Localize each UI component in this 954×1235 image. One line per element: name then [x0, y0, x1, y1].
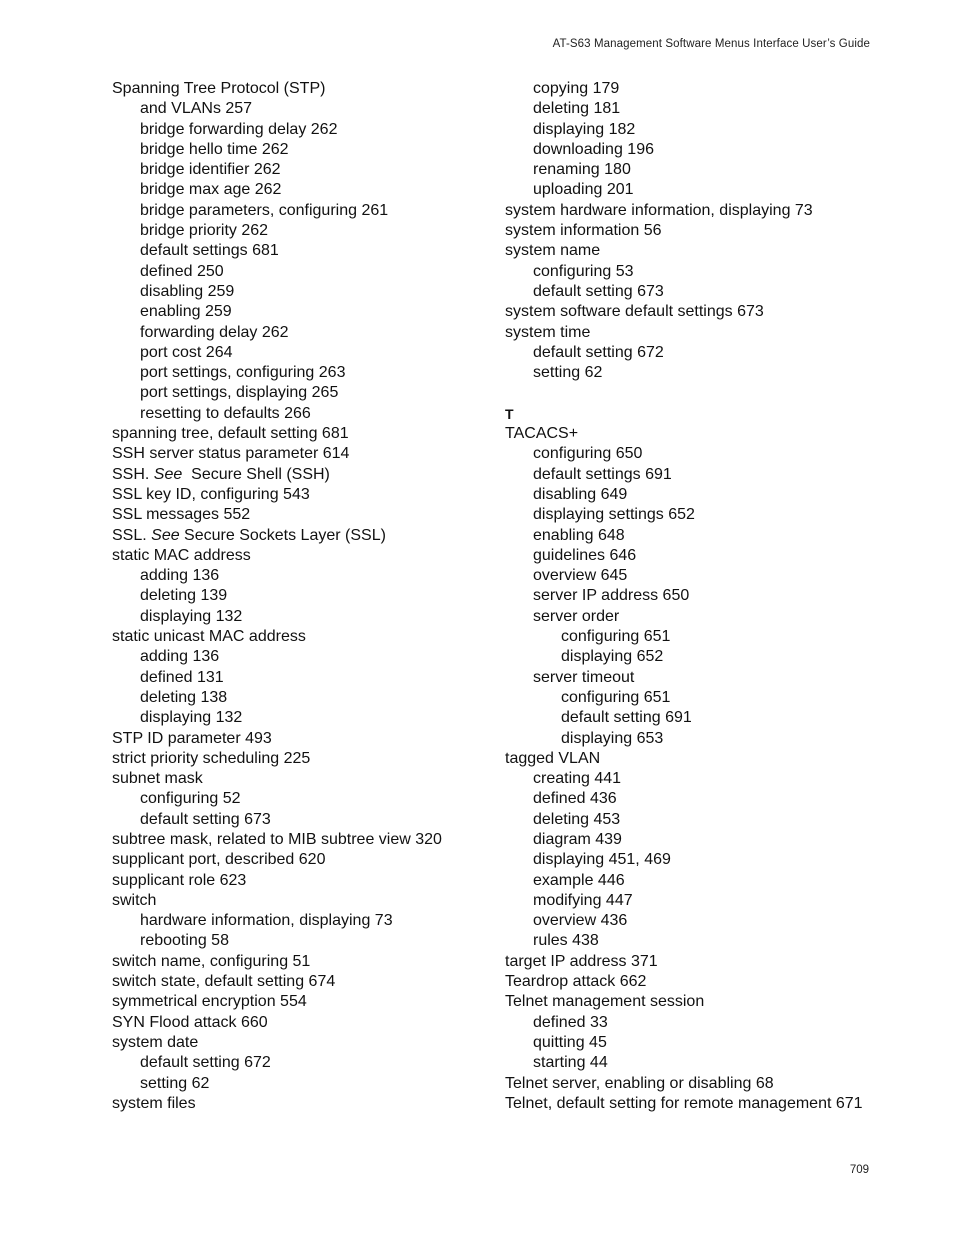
index-subentry: displaying 132	[140, 709, 243, 727]
index-subentry: port cost 264	[140, 343, 233, 361]
index-entry: switch	[112, 891, 157, 909]
index-subentry: deleting 181	[533, 100, 621, 118]
see-reference: See	[153, 465, 183, 483]
index-entry: TACACS+	[505, 425, 579, 443]
index-entry: SSL key ID, configuring 543	[112, 485, 310, 503]
index-entry: spanning tree, default setting 681	[112, 425, 349, 443]
index-entry: system files	[112, 1094, 196, 1112]
index-subentry: server IP address 650	[533, 587, 690, 605]
index-subentry: default setting 673	[140, 810, 271, 828]
index-subentry: overview 436	[533, 912, 628, 930]
entry-prefix: SSL.	[112, 526, 152, 544]
index-subentry: rebooting 58	[140, 932, 229, 950]
index-entry: Telnet, default setting for remote management 671	[505, 1094, 863, 1112]
index-entry: supplicant role 623	[112, 871, 247, 889]
index-entry: system time	[505, 323, 591, 341]
index-subentry: disabling 259	[140, 282, 235, 300]
index-subentry: default setting 672	[533, 343, 664, 361]
entry-target: Secure Sockets Layer (SSL)	[179, 526, 386, 544]
index-subentry: configuring 52	[140, 790, 241, 808]
index-subentry: setting 62	[533, 364, 603, 382]
index-subentry: configuring 650	[533, 445, 643, 463]
index-subentry: and VLANs 257	[140, 100, 253, 118]
index-entry: subnet mask	[112, 770, 203, 788]
index-subentry: defined 436	[533, 790, 617, 808]
index-entry: tagged VLAN	[505, 749, 601, 767]
section-spacer	[505, 383, 905, 403]
index-subentry: defined 33	[533, 1013, 608, 1031]
index-subentry: example 446	[533, 871, 625, 889]
index-subentry: rules 438	[533, 932, 599, 950]
index-entry: supplicant port, described 620	[112, 851, 326, 869]
index-subentry: overview 645	[533, 567, 628, 585]
index-subentry: bridge identifier 262	[140, 161, 281, 179]
index-entry	[112, 526, 492, 546]
index-subentry: default setting 691	[561, 709, 692, 727]
index-subentry: hardware information, displaying 73	[140, 912, 393, 930]
index-subentry: starting 44	[533, 1054, 608, 1072]
index-subentry: port settings, configuring 263	[140, 364, 346, 382]
index-subentry: disabling 649	[533, 485, 628, 503]
index-subentry: defined 131	[140, 668, 224, 686]
index-entry: subtree mask, related to MIB subtree view 320	[112, 830, 442, 848]
index-entry: SYN Flood attack 660	[112, 1013, 268, 1031]
index-subentry: copying 179	[533, 80, 620, 97]
index-subentry: deleting 139	[140, 587, 228, 605]
index-subentry: diagram 439	[533, 830, 622, 848]
index-subentry: port settings, displaying 265	[140, 384, 339, 402]
index-subentry: defined 250	[140, 262, 224, 280]
index-entry: switch name, configuring 51	[112, 952, 311, 970]
index-subentry: displaying 652	[561, 648, 664, 666]
index-column-right	[505, 79, 905, 1114]
index-subentry: default setting 673	[533, 282, 664, 300]
index-subentry: adding 136	[140, 567, 220, 585]
index-entry	[112, 465, 492, 485]
index-entry: static MAC address	[112, 546, 251, 564]
index-subentry: configuring 651	[561, 628, 671, 646]
index-subentry: default settings 681	[140, 242, 279, 260]
index-entry: symmetrical encryption 554	[112, 993, 307, 1011]
index-subentry: server timeout	[533, 668, 635, 686]
page-number: 709	[849, 1164, 869, 1176]
index-subentry: resetting to defaults 266	[140, 404, 311, 422]
index-entry: system name	[505, 242, 601, 260]
index-subentry: configuring 651	[561, 688, 671, 706]
index-entry: Spanning Tree Protocol (STP)	[112, 80, 326, 97]
index-entry: static unicast MAC address	[112, 628, 306, 646]
index-subentry: creating 441	[533, 770, 622, 788]
index-subentry: deleting 138	[140, 688, 228, 706]
index-subentry: quitting 45	[533, 1033, 607, 1051]
see-reference: See	[151, 526, 180, 544]
index-entry: Telnet management session	[505, 993, 705, 1011]
index-column-left	[112, 79, 492, 1114]
index-entry: strict priority scheduling 225	[112, 749, 311, 767]
index-entry: system software default settings 673	[505, 303, 764, 321]
index-subentry: bridge priority 262	[140, 222, 269, 240]
index-entry: SSH server status parameter 614	[112, 445, 350, 463]
index-entry: STP ID parameter 493	[112, 729, 272, 747]
index-subentry: forwarding delay 262	[140, 323, 289, 341]
index-subentry: bridge parameters, configuring 261	[140, 201, 389, 219]
index-subentry: displaying 132	[140, 607, 243, 625]
index-entry: system hardware information, displaying 73	[505, 201, 813, 219]
index-subentry: enabling 648	[533, 526, 625, 544]
index-subentry: server order	[533, 607, 620, 625]
index-entry: Telnet server, enabling or disabling 68	[505, 1074, 774, 1092]
index-subentry: bridge max age 262	[140, 181, 282, 199]
index-subentry: configuring 53	[533, 262, 634, 280]
index-subentry: renaming 180	[533, 161, 631, 179]
index-subentry: setting 62	[140, 1074, 210, 1092]
index-subentry: default settings 691	[533, 465, 672, 483]
index-subentry: adding 136	[140, 648, 220, 666]
index-subentry: downloading 196	[533, 140, 654, 158]
section-letter-heading: T	[505, 405, 514, 422]
index-subentry: deleting 453	[533, 810, 621, 828]
index-subentry: displaying 451, 469	[533, 851, 671, 869]
index-subentry: enabling 259	[140, 303, 232, 321]
index-entry: Teardrop attack 662	[505, 973, 647, 991]
index-subentry: bridge forwarding delay 262	[140, 120, 338, 138]
running-header: AT-S63 Management Software Menus Interface User’s Guide	[552, 38, 870, 50]
entry-prefix: SSH.	[112, 465, 154, 483]
index-subentry: displaying settings 652	[533, 506, 695, 524]
index-entry: system date	[112, 1033, 199, 1051]
index-entry: SSL messages 552	[112, 506, 251, 524]
index-subentry: displaying 653	[561, 729, 664, 747]
index-subentry: displaying 182	[533, 120, 636, 138]
index-subentry: guidelines 646	[533, 546, 637, 564]
index-entry: target IP address 371	[505, 952, 658, 970]
index-subentry: bridge hello time 262	[140, 140, 289, 158]
index-subentry: modifying 447	[533, 891, 633, 909]
index-entry: switch state, default setting 674	[112, 973, 336, 991]
index-entry: system information 56	[505, 222, 662, 240]
index-subentry: uploading 201	[533, 181, 634, 199]
entry-target: Secure Shell (SSH)	[182, 465, 330, 483]
index-subentry: default setting 672	[140, 1054, 271, 1072]
